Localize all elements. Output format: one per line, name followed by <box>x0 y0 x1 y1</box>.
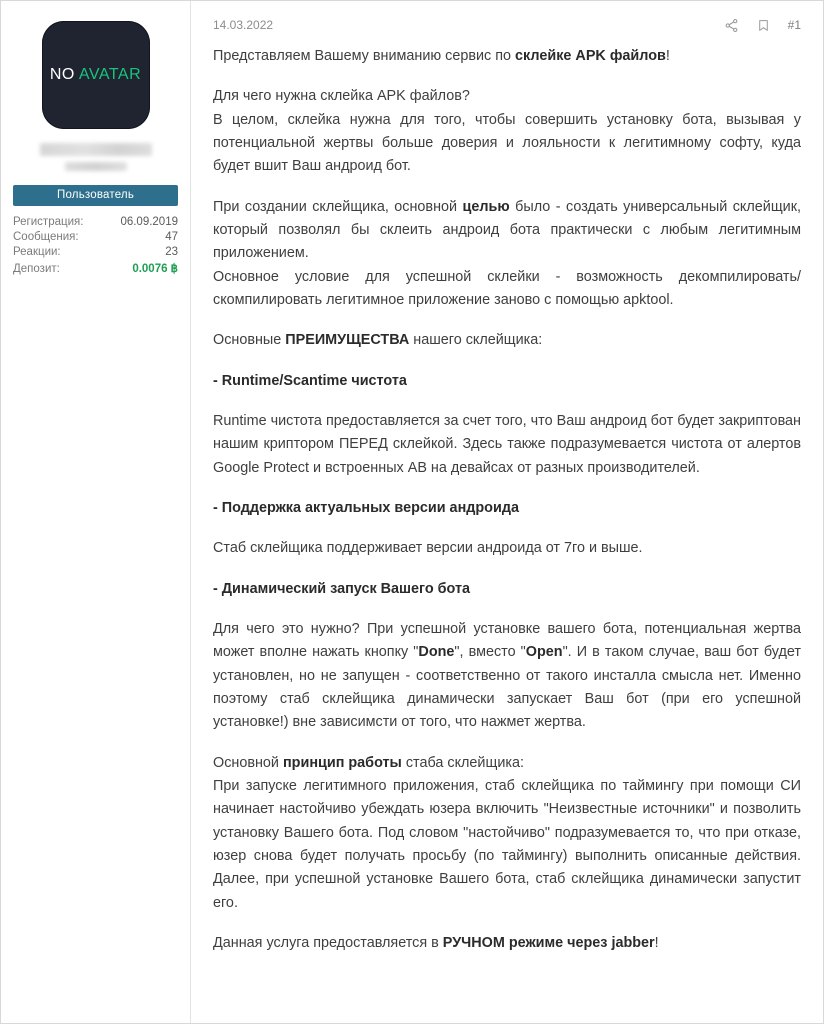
feature-text-runtime: Runtime чистота предоставляется за счет того, что Ваш андроид бот будет закриптован нашим криптором ПЕРЕД склейкой. Здесь также подразумевается чистота от алертов Google Protect и встроенных АВ на девайсах от разных производителей. <box>213 412 801 476</box>
post-header-tools <box>724 17 801 33</box>
paragraph-intro: Представляем Вашему вниманию сервис по склейке APK файлов! <box>213 48 670 64</box>
paragraph-principle-heading: Основной принцип работы стаба склейщика: <box>213 754 524 771</box>
avatar-text-no: NO <box>49 66 75 83</box>
feature-title-dynamic-launch: - Динамический запуск Вашего бота <box>213 580 471 597</box>
status-badge: Пользователь <box>13 185 178 206</box>
paragraph-goal: При создании склейщика, основной целью было - создать универсальный склейщик, который позволял бы склеить андроид бота практически с любым легитимным приложением. <box>213 198 801 262</box>
post-date: 14.03.2022 <box>213 18 274 32</box>
paragraph-advantages-heading: Основные ПРЕИМУЩЕСТВА нашего склейщика: <box>213 332 543 349</box>
author-rank-redacted <box>65 162 127 171</box>
stat-label: Депозит: <box>13 262 60 275</box>
stat-label: Сообщения: <box>13 230 79 243</box>
post-number[interactable]: #1 <box>787 18 801 32</box>
avatar-text-avatar: AVATAR <box>78 66 142 83</box>
feature-title-android-support: - Поддержка актуальных версии андроида <box>213 499 519 516</box>
stat-value-deposit: 0.0076 ฿ <box>132 262 178 275</box>
avatar[interactable] <box>42 21 150 129</box>
post-content <box>191 1 823 1023</box>
paragraph-principle-body: При запуске легитимного приложения, стаб склейщика по таймингу при помощи СИ начинает настойчиво убеждать юзера включить "Неизвестные источники" и позволить установку Вашего бота. Под словом "настойчиво" подразумевается то, что при отказе, юзер снова будет получать просьбу (по таймингу) выполнить описанные действия. Далее, при успешной установке Вашего бота, стаб склейщика динамически запустит его. <box>213 777 801 911</box>
stat-row <box>13 244 178 259</box>
author-username-redacted[interactable] <box>40 143 152 156</box>
stat-row <box>13 214 178 229</box>
stat-label: Регистрация: <box>13 215 84 228</box>
paragraph-service-mode: Данная услуга предоставляется в РУЧНОМ режиме через jabber! <box>213 934 659 951</box>
stat-row <box>13 259 178 276</box>
stat-row <box>13 229 178 244</box>
post-header <box>191 1 823 43</box>
paragraph-condition: Основное условие для успешной склейки - возможность декомпилировать/скомпилировать легитимное приложение заново с помощью apktool. <box>213 268 801 308</box>
stat-value: 06.09.2019 <box>120 215 178 228</box>
stat-value: 47 <box>165 230 178 243</box>
bookmark-icon[interactable] <box>756 17 772 33</box>
paragraph-question: Для чего нужна склейка APK файлов? <box>213 88 470 105</box>
stat-label: Реакции: <box>13 245 61 258</box>
feature-text-dynamic-launch: Для чего это нужно? При успешной установке вашего бота, потенциальная жертва может вполне нажать кнопку "Done", вместо "Open". И в таком случае, ваш бот будет установлен, но не запущен - соответственно от такого инсталла смысла нет. Именно поэтому стаб склейщика динамически запускает Ваш бот (при его успешной установке!) вне зависимсти от того, что нажмет жертва. <box>213 620 801 731</box>
post-body <box>191 43 823 955</box>
feature-title-runtime: - Runtime/Scantime чистота <box>213 372 407 389</box>
post-author-sidebar <box>1 1 191 1023</box>
feature-text-android-support: Стаб склейщика поддерживает версии андроида от 7го и выше. <box>213 540 643 557</box>
paragraph-answer: В целом, склейка нужна для того, чтобы совершить установку бота, вызывая у потенциальной жертвы больше доверия и лояльности к легитимному софту, куда будет вшит Ваш андроид бот. <box>213 111 801 175</box>
share-icon[interactable] <box>724 17 740 33</box>
author-stats <box>13 214 178 276</box>
stat-value: 23 <box>165 245 178 258</box>
